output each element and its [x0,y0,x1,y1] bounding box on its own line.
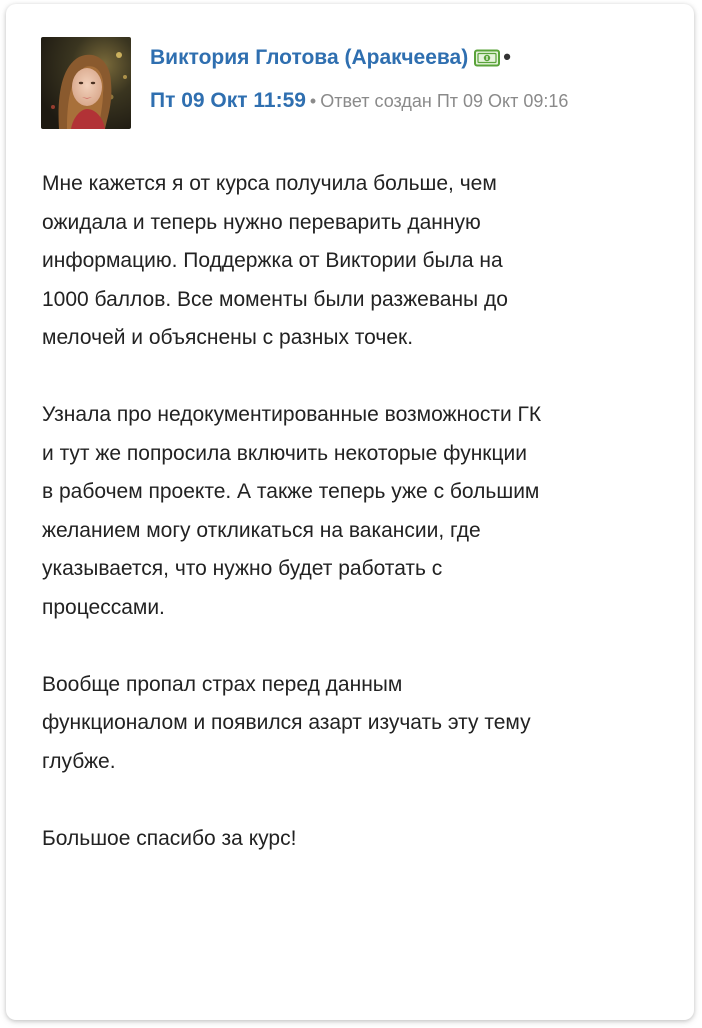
comment-meta [150,38,670,122]
avatar-photo [41,37,131,129]
avatar[interactable] [41,37,131,129]
meta-separator: • [503,44,511,69]
post-timestamp[interactable]: Пт 09 Окт 11:59 [150,89,306,112]
comment-paragraph: Большое спасибо за курс! [42,826,297,850]
comment-card [6,4,694,1020]
money-icon [474,44,500,82]
comment-paragraph: Узнала про недокументированные возможности ГК и тут же попросила включить некоторые функции в рабочем проекте. А также теперь уже с большим желанием могу откликаться на вакансии, где указывается, что нужно будет работать с процессами. [42,403,542,619]
meta-separator: • [309,91,317,111]
created-timestamp: Ответ создан Пт 09 Окт 09:16 [320,91,569,111]
comment-paragraph: Вообще пропал страх перед данным функционалом и появился азарт изучать эту тему глубже. [42,672,531,773]
author-name[interactable]: Виктория Глотова (Аракчеева) [150,46,469,69]
comment-paragraph: Мне кажется я от курса получила больше, чем ожидала и теперь нужно переварить данную информацию. Поддержка от Виктории была на 1000 баллов. Все моменты были разжеваны до мелочей и объяснены с разных точек. [42,172,508,349]
comment-body [42,165,682,897]
